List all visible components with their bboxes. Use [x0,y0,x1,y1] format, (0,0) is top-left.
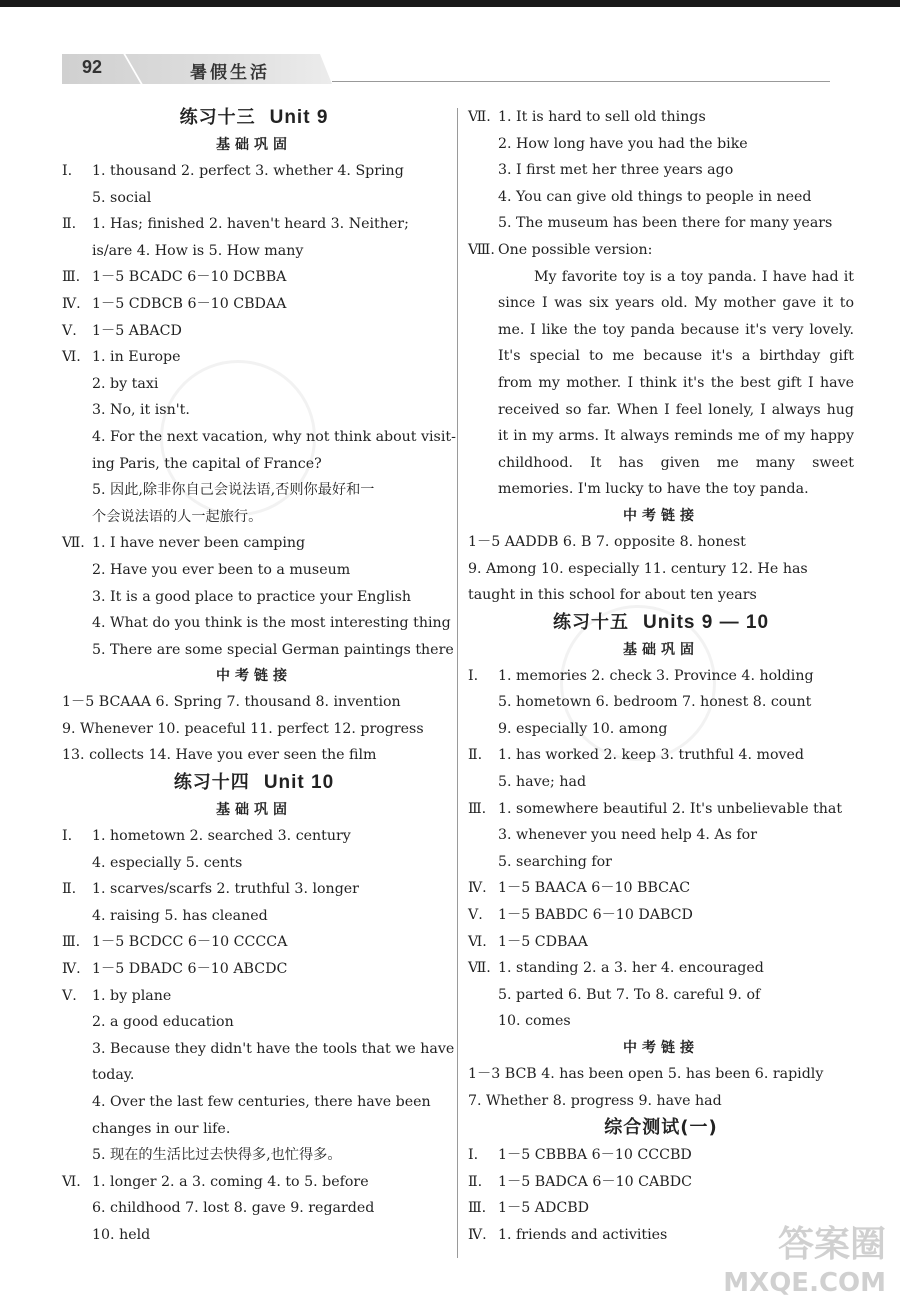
answer-text: 3. No, it isn't. [92,402,190,419]
answer-text: 5. searching for [498,853,612,870]
answer-text: 4. raising 5. has cleaned [92,907,268,924]
answer-text: 5. social [92,189,152,206]
answer-line [468,1195,854,1222]
roman-numeral: Ⅲ. [468,1200,487,1217]
sample-essay-text: My favorite toy is a toy panda. I have had it since I was six years old. My mother gave it to me. I like the toy panda because it's very lovely. It's special to me because it's a birthday gift from my mother. I think it's the best gift I have received so far. When I feel lonely, I always hug it in my arms. It always reminds me of my happy childhood. It has given me many sweet memories. I'm lucky to have the toy panda. [498,268,854,498]
answer-text: today. [92,1067,135,1084]
answer-line [62,610,451,637]
answer-text: 1. longer 2. a 3. coming 4. to 5. before [92,1173,369,1190]
answer-text: 5. have; had [498,774,587,791]
answer-text: 1. hometown 2. searched 3. century [92,828,351,845]
answer-line [468,104,854,131]
answer-line [62,530,446,557]
roman-numeral: Ⅱ. [468,747,483,764]
exam-link-14-answers [468,529,854,609]
answer-line [62,264,446,291]
answer-text: ing Paris, the capital of France? [92,455,322,472]
answer-text: 1. It is hard to sell old things [498,109,706,125]
answer-text: 10. comes [498,1013,571,1030]
answer-line: 7. Whether 8. progress 9. have had [468,1092,722,1109]
answer-line [62,956,446,983]
answer-text: 1－5 DBADC 6－10 ABCDC [92,961,288,978]
answer-line [62,238,446,265]
answer-line [62,397,446,424]
answer-text: 1－5 CDBCB 6－10 CBDAA [92,295,287,312]
answer-text: 1－5 CBBBA 6－10 CCCBD [498,1147,692,1164]
exercise-13-label: 练习十三 [179,107,256,128]
roman-numeral: Ⅳ. [468,880,487,897]
right-column [468,104,854,1249]
answer-text: 1. friends and activities [498,1226,668,1243]
answer-line [62,1036,455,1063]
answer-line [62,903,446,930]
answer-text: 4. especially 5. cents [92,854,243,871]
answer-text: 3. I first met her three years ago [498,162,734,179]
comprehensive-test-title: 综合测试(一) [604,1117,718,1139]
answer-text: 1－5 ABACD [92,322,182,339]
answer-text: 1. in Europe [92,349,181,366]
answer-text: 1－5 BADCA 6－10 CABDC [498,1173,692,1190]
answer-text: 5. parted 6. But 7. To 8. careful 9. of [498,986,761,1003]
answer-line [62,1009,446,1036]
answer-text: 1. scarves/scarfs 2. truthful 3. longer [92,881,359,898]
exam-link-15-subtitle: 中考链接 [623,1040,699,1056]
answer-text: 1. memories 2. check 3. Province 4. holding [498,667,814,684]
answer-line [468,1142,854,1169]
answer-line [468,689,854,716]
roman-numeral: Ⅰ. [468,667,479,684]
answer-line [62,983,446,1010]
roman-numeral: Ⅲ. [468,800,487,817]
exercise-15-answers [468,663,854,1035]
answer-line [468,982,854,1009]
answer-line [468,902,854,929]
answer-text: 个会说法语的人一起旅行。 [92,508,263,525]
answer-text: 2. Have you ever been to a museum [92,561,351,578]
answer-line [62,557,446,584]
roman-numeral: Ⅰ. [62,163,73,179]
book-title: 暑假生活 [190,63,270,83]
roman-numeral: Ⅳ. [62,961,81,978]
exercise-14-label: 练习十四 [173,772,250,794]
answer-line [468,929,854,956]
answer-line [62,185,446,212]
answer-text: 1－5 ADCBD [498,1200,590,1217]
page-number: 92 [82,57,103,77]
answer-text: 1. Has; finished 2. haven't heard 3. Neither; [92,216,409,233]
roman-numeral: Ⅳ. [468,1226,487,1243]
answer-line [62,158,446,185]
answer-line [62,424,456,451]
answer-text: 5. 现在的生活比过去快得多,也忙得多。 [92,1147,342,1164]
answer-line [62,504,446,531]
answer-text: 1－5 CDBAA [498,933,588,950]
answer-text: 4. For the next vacation, why not think about visit- [92,428,456,445]
answer-line: 1－5 AADDB 6. B 7. opposite 8. honest [468,533,746,550]
site-watermark [723,1226,886,1302]
roman-numeral: Ⅶ. [468,109,491,125]
answer-text: 3. whenever you need help 4. As for [498,827,758,844]
exam-link-14-subtitle: 中考链接 [623,507,699,524]
answer-text: 1. has worked 2. keep 3. truthful 4. moved [498,747,804,764]
roman-numeral: Ⅴ. [468,907,483,924]
answer-line: 9. Among 10. especially 11. century 12. He has [468,560,808,577]
answer-text: 1－5 BABDC 6－10 DABCD [498,907,693,924]
exercise-13-title [62,104,446,132]
answer-line [468,875,854,902]
answer-text: 1. thousand 2. perfect 3. whether 4. Spring [92,163,404,179]
watermark-line-1: 答案圈 [777,1224,886,1265]
exercise-13-unit: Unit 9 [269,107,329,128]
answer-text: 1－5 BCADC 6－10 DCBBA [92,269,287,286]
column-divider [457,108,458,1258]
roman-numeral: Ⅵ. [62,349,81,366]
roman-numeral: Ⅳ. [62,295,81,312]
answer-line [62,929,446,956]
answer-line [62,1062,446,1089]
roman-numeral: Ⅲ. [62,269,81,286]
answer-text: 2. by taxi [92,375,159,392]
exercise-15-label: 练习十五 [552,611,629,633]
answer-line [468,716,854,743]
answer-text: 4. What do you think is the most interesting thing [92,615,451,632]
answer-line [62,1222,446,1249]
answer-text: 3. Because they didn't have the tools that we have [92,1040,455,1057]
answer-line [62,823,446,850]
exercise-15-subtitle: 基础巩固 [623,641,699,658]
answer-text: 5. There are some special German paintings there [92,641,454,658]
header-rule [332,81,830,82]
roman-numeral: Ⅶ. [468,960,491,977]
answer-line [468,1008,854,1035]
roman-numeral: Ⅱ. [62,216,77,233]
watermark-line-2: MXQE.COM [723,1268,886,1298]
answer-line [62,1116,446,1143]
exam-link-13-subtitle: 中考链接 [216,668,292,685]
answer-text: 1. I have never been camping [92,535,306,552]
answer-line [62,211,446,238]
exercise-14-answers-continued [468,104,854,264]
roman-numeral: Ⅰ. [468,1147,479,1164]
answer-text: 1－5 BCDCC 6－10 CCCCA [92,934,288,951]
answer-text: 5. 因此,除非你自己会说法语,否则你最好和一 [92,482,375,499]
answer-text: One possible version: [498,241,653,258]
exercise-14-answers [62,823,455,1249]
answer-line [62,451,446,478]
answer-text: 3. It is a good place to practice your English [92,588,412,605]
exam-link-13-answers [62,689,446,769]
answer-line [468,663,854,690]
answer-line [468,849,854,876]
sample-essay [468,264,854,503]
roman-numeral: Ⅴ. [62,987,77,1004]
top-border [0,0,900,7]
answer-line [468,184,854,211]
answer-text: 5. The museum has been there for many years [498,215,833,232]
answer-line: 9. Whenever 10. peaceful 11. perfect 12. progress [62,720,424,737]
answer-text: 1. somewhere beautiful 2. It's unbelievable that [498,800,843,817]
exercise-14-unit: Unit 10 [263,772,335,794]
answer-text: 1. standing 2. a 3. her 4. encouraged [498,960,764,977]
answer-text: 4. You can give old things to people in need [498,188,812,205]
roman-numeral: Ⅵ. [468,933,487,950]
roman-numeral: Ⅷ. [468,241,495,258]
answer-line: 1－5 BCAAA 6. Spring 7. thousand 8. invention [62,694,401,711]
exam-link-15-answers [468,1061,854,1114]
roman-numeral: Ⅱ. [468,1173,483,1190]
answer-line [468,237,854,264]
answer-line [62,318,446,345]
answer-line [468,822,854,849]
answer-line [62,1089,446,1116]
roman-numeral: Ⅵ. [62,1173,81,1190]
answer-line [62,344,446,371]
answer-line [62,637,454,664]
answer-line [62,1169,446,1196]
answer-text: 5. hometown 6. bedroom 7. honest 8. count [498,694,812,711]
answer-text: 10. held [92,1226,151,1243]
answer-line [62,477,446,504]
answer-line [62,1195,446,1222]
answer-line [468,955,854,982]
exercise-15-title [468,609,854,637]
exercise-13-answers [62,158,456,663]
answer-line [62,371,446,398]
answer-line [468,769,854,796]
answer-line [468,131,854,158]
exercise-13-subtitle: 基础巩固 [216,137,292,153]
roman-numeral: Ⅲ. [62,934,81,951]
exercise-15-unit: Units 9 — 10 [642,611,770,633]
answer-line: 1－3 BCB 4. has been open 5. has been 6. rapidly [468,1066,824,1082]
answer-text: 2. How long have you had the bike [498,135,748,152]
answer-text: 2. a good education [92,1014,234,1031]
page-header [62,54,830,84]
answer-text: 6. childhood 7. lost 8. gave 9. regarded [92,1200,375,1217]
left-column [62,104,456,1249]
answer-line: 13. collects 14. Have you ever seen the film [62,747,377,764]
answer-line [62,584,446,611]
answer-line: taught in this school for about ten years [468,587,757,604]
roman-numeral: Ⅶ. [62,535,85,552]
answer-line [468,796,854,823]
answer-line [468,742,854,769]
answer-line [62,1142,446,1169]
exercise-14-subtitle: 基础巩固 [216,802,292,819]
exercise-14-title [62,769,446,797]
answer-line [62,850,446,877]
answer-text: 4. Over the last few centuries, there have been [92,1094,431,1110]
answer-line [62,291,446,318]
answer-text: is/are 4. How is 5. How many [92,242,304,259]
answer-text: 1－5 BAACA 6－10 BBCAC [498,880,691,897]
roman-numeral: Ⅱ. [62,881,77,898]
answer-text: 1. by plane [92,987,172,1004]
roman-numeral: Ⅴ. [62,322,77,339]
answer-line [468,1169,854,1196]
answer-text: changes in our life. [92,1120,231,1137]
answer-line [62,876,446,903]
answer-line [468,157,854,184]
answer-text: 9. especially 10. among [498,720,668,737]
answer-line [468,210,854,237]
roman-numeral: Ⅰ. [62,828,73,845]
